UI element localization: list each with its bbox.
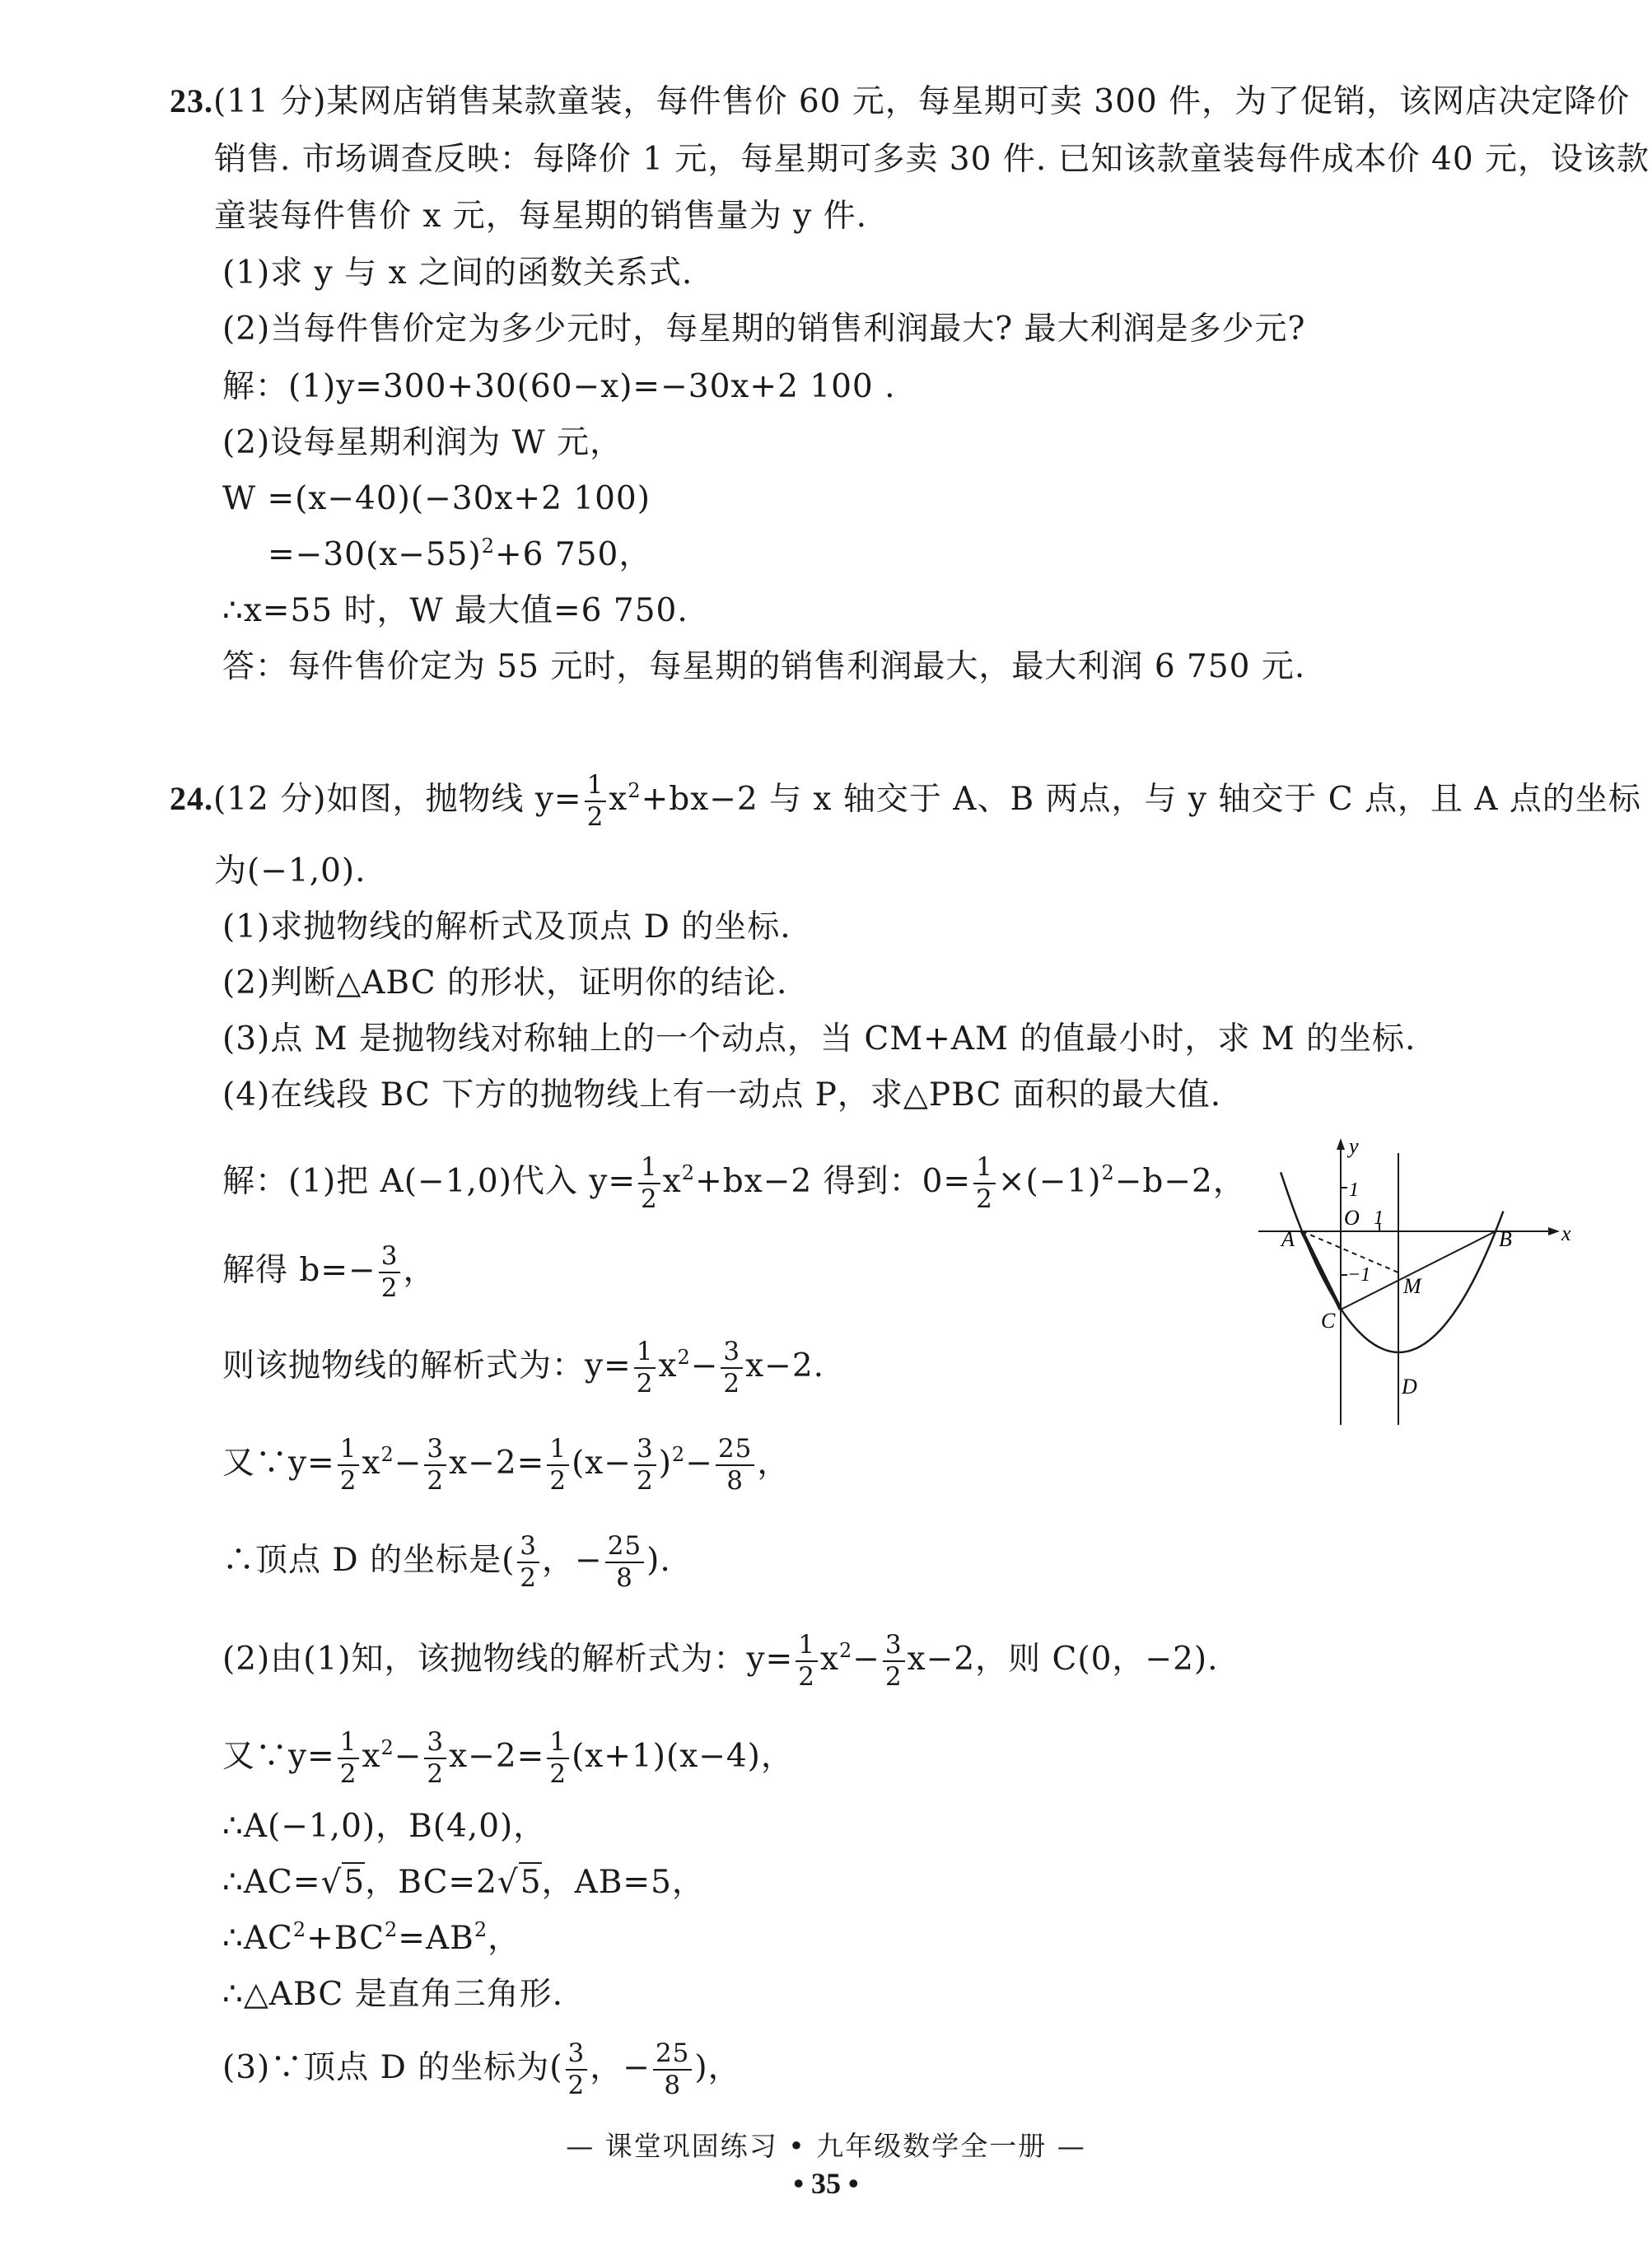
q23-number: 23. bbox=[170, 82, 213, 119]
fraction-three-halves: $\frac{3}{2}$ bbox=[721, 1339, 743, 1397]
q24-part-2: (2)判断△ABC 的形状，证明你的结论. bbox=[222, 964, 788, 1002]
q23-part-1: (1)求 y 与 x 之间的函数关系式. bbox=[222, 254, 693, 292]
label-1-x: 1 bbox=[1374, 1207, 1384, 1229]
q24-l1-a: (12 分)如图，抛物线 y= bbox=[213, 781, 582, 818]
q23-text-1: (11 分)某网店销售某款童装，每件售价 60 元，每星期可卖 300 件，为了促销，该网店决定降价 bbox=[213, 83, 1631, 120]
q24-solution-12: (3)∵顶点 D 的坐标为( $\frac{3}{2}$ ，− $\frac{25}{8}$ )， bbox=[222, 2038, 741, 2100]
q24-number: 24. bbox=[170, 780, 213, 817]
q24-solution-2: 解得 b=− $\frac{3}{2}$ ， bbox=[222, 1241, 436, 1303]
label-x: x bbox=[1561, 1221, 1571, 1245]
q24-solution-3: 则该抛物线的解析式为：y= $\frac{1}{2}$ $x^2-$ $\frac{3}{2}$ x−2. bbox=[222, 1337, 825, 1398]
fraction-three-halves: $\frac{3}{2}$ bbox=[424, 1436, 446, 1494]
q24-solution-11: ∴△ABC 是直角三角形. bbox=[222, 1976, 563, 2013]
label-c: C bbox=[1321, 1309, 1336, 1333]
parabola-curve bbox=[1281, 1172, 1503, 1352]
q23-solution-2: (2)设每星期利润为 W 元， bbox=[222, 424, 623, 461]
label-d: D bbox=[1402, 1375, 1417, 1398]
q23-answer: 答：每件售价定为 55 元时，每星期的销售利润最大，最大利润 6 750 元. bbox=[222, 648, 1306, 685]
parabola-figure bbox=[1258, 1137, 1571, 1441]
fraction-three-halves: $\frac{3}{2}$ bbox=[424, 1730, 446, 1787]
q24-solution-6: (2)由(1)知，该抛物线的解析式为：y= $\frac{1}{2}$ $x^2-$ $\frac{3}{2}$ x−2，则 C(0，−2). bbox=[222, 1630, 1219, 1692]
fraction-half: $\frac{1}{2}$ bbox=[796, 1632, 818, 1690]
fraction-half: $\frac{1}{2}$ bbox=[585, 773, 607, 830]
q23-line-1 bbox=[170, 78, 1630, 125]
fraction-three-halves: $\frac{3}{2}$ bbox=[517, 1534, 539, 1591]
q24-solution-9: ∴AC=√5，BC=2√5，AB=5， bbox=[222, 1864, 705, 1901]
y-axis-arrow bbox=[1337, 1138, 1345, 1150]
q24-solution-1: 解：(1)把 A(−1,0)代入 y= $\frac{1}{2}$ $x^2+bx-2$ 得到：0= $\frac{1}{2}$ $\times(-1)^2-b-2$， bbox=[222, 1152, 1246, 1214]
fraction-half: $\frac{1}{2}$ bbox=[547, 1436, 569, 1494]
fraction-three-halves: $\frac{3}{2}$ bbox=[566, 2041, 588, 2099]
q23-solution-5: ∴x=55 时，W 最大值=6 750. bbox=[222, 592, 688, 629]
fraction-half: $\frac{1}{2}$ bbox=[634, 1339, 656, 1397]
q23-s4-a: =−30(x−55) bbox=[268, 536, 482, 573]
q23-line-2: 销售. 市场调查反映：每降价 1 元，每星期可多卖 30 件. 已知该款童装每件成本价 40 元，设该款 bbox=[214, 141, 1650, 178]
sq-exponent: 2 bbox=[481, 535, 495, 558]
segment-ac bbox=[1302, 1231, 1341, 1310]
q23-s4-b: +6 750， bbox=[495, 536, 652, 573]
q23-line-3: 童装每件售价 x 元，每星期的销售量为 y 件. bbox=[214, 198, 868, 235]
fraction-half: $\frac{1}{2}$ bbox=[638, 1155, 660, 1212]
label-neg1: −1 bbox=[1347, 1264, 1371, 1286]
label-b: B bbox=[1499, 1227, 1512, 1251]
label-a: A bbox=[1281, 1227, 1295, 1251]
q24-solution-4: 又∵y= $\frac{1}{2}$ $x^2-$ $\frac{3}{2}$ x−2= $\frac{1}{2}$ (x− $\frac{3}{2}$ )$^2$− $\frac{25}{8}$ ， bbox=[222, 1434, 791, 1496]
sqrt-sign: √ bbox=[320, 1864, 343, 1901]
q24-line-2: 为(−1,0). bbox=[214, 852, 366, 890]
fraction-half: $\frac{1}{2}$ bbox=[973, 1155, 996, 1212]
fraction-three-halves: $\frac{3}{2}$ bbox=[379, 1244, 401, 1301]
fraction-25-8: $\frac{25}{8}$ bbox=[716, 1436, 754, 1494]
label-origin: O bbox=[1344, 1206, 1360, 1230]
q24-line-1: 24.(12 分)如图，抛物线 y= $\frac{1}{2}$ $x^2+bx-2$ 与 x 轴交于 A、B 两点，与 y 轴交于 C 点，且 A 点的坐标 bbox=[170, 770, 1641, 832]
fraction-25-8: $\frac{25}{8}$ bbox=[653, 2041, 692, 2099]
x-axis-arrow bbox=[1548, 1227, 1560, 1235]
fraction-three-halves: $\frac{3}{2}$ bbox=[883, 1632, 905, 1690]
q24-solution-8: ∴A(−1,0)，B(4,0)， bbox=[222, 1808, 547, 1845]
q24-part-4: (4)在线段 BC 下方的抛物线上有一动点 P，求△PBC 面积的最大值. bbox=[222, 1076, 1222, 1114]
q23-solution-4 bbox=[268, 532, 651, 578]
page-number: • 35 • bbox=[793, 2167, 859, 2200]
q24-solution-7: 又∵y= $\frac{1}{2}$ $x^2-$ $\frac{3}{2}$ x−2= $\frac{1}{2}$ (x+1)(x−4)， bbox=[222, 1727, 794, 1789]
q24-l1-b: x bbox=[609, 781, 628, 818]
q24-part-1: (1)求抛物线的解析式及顶点 D 的坐标. bbox=[222, 908, 791, 946]
fraction-25-8: $\frac{25}{8}$ bbox=[605, 1534, 644, 1591]
fraction-half: $\frac{1}{2}$ bbox=[338, 1730, 360, 1787]
fraction-three-halves: $\frac{3}{2}$ bbox=[634, 1436, 656, 1494]
q24-part-3: (3)点 M 是抛物线对称轴上的一个动点，当 CM+AM 的值最小时，求 M 的坐标. bbox=[222, 1020, 1416, 1058]
label-1-y: 1 bbox=[1349, 1179, 1359, 1201]
fraction-half: $\frac{1}{2}$ bbox=[547, 1730, 569, 1787]
q24-l1-c: +bx−2 与 x 轴交于 A、B 两点，与 y 轴交于 C 点，且 A 点的坐标 bbox=[641, 781, 1641, 818]
q23-solution-1: 解：(1)y=300+30(60−x)=−30x+2 100 . bbox=[222, 368, 896, 405]
label-y: y bbox=[1349, 1137, 1359, 1158]
q23-solution-3: W =(x−40)(−30x+2 100) bbox=[222, 480, 651, 517]
q23-part-2: (2)当每件售价定为多少元时，每星期的销售利润最大? 最大利润是多少元? bbox=[222, 311, 1306, 348]
label-m: M bbox=[1403, 1274, 1421, 1298]
q24-solution-5: ∴顶点 D 的坐标是( $\frac{3}{2}$ ，− $\frac{25}{8}$ ). bbox=[222, 1531, 671, 1593]
q24-solution-10: $\therefore AC^2+BC^2=AB^2$， bbox=[222, 1918, 521, 1957]
sqrt-sign: √ bbox=[497, 1864, 519, 1901]
footer-book-title: — 课堂巩固练习 • 九年级数学全一册 — bbox=[566, 2130, 1086, 2162]
fraction-half: $\frac{1}{2}$ bbox=[338, 1436, 360, 1494]
